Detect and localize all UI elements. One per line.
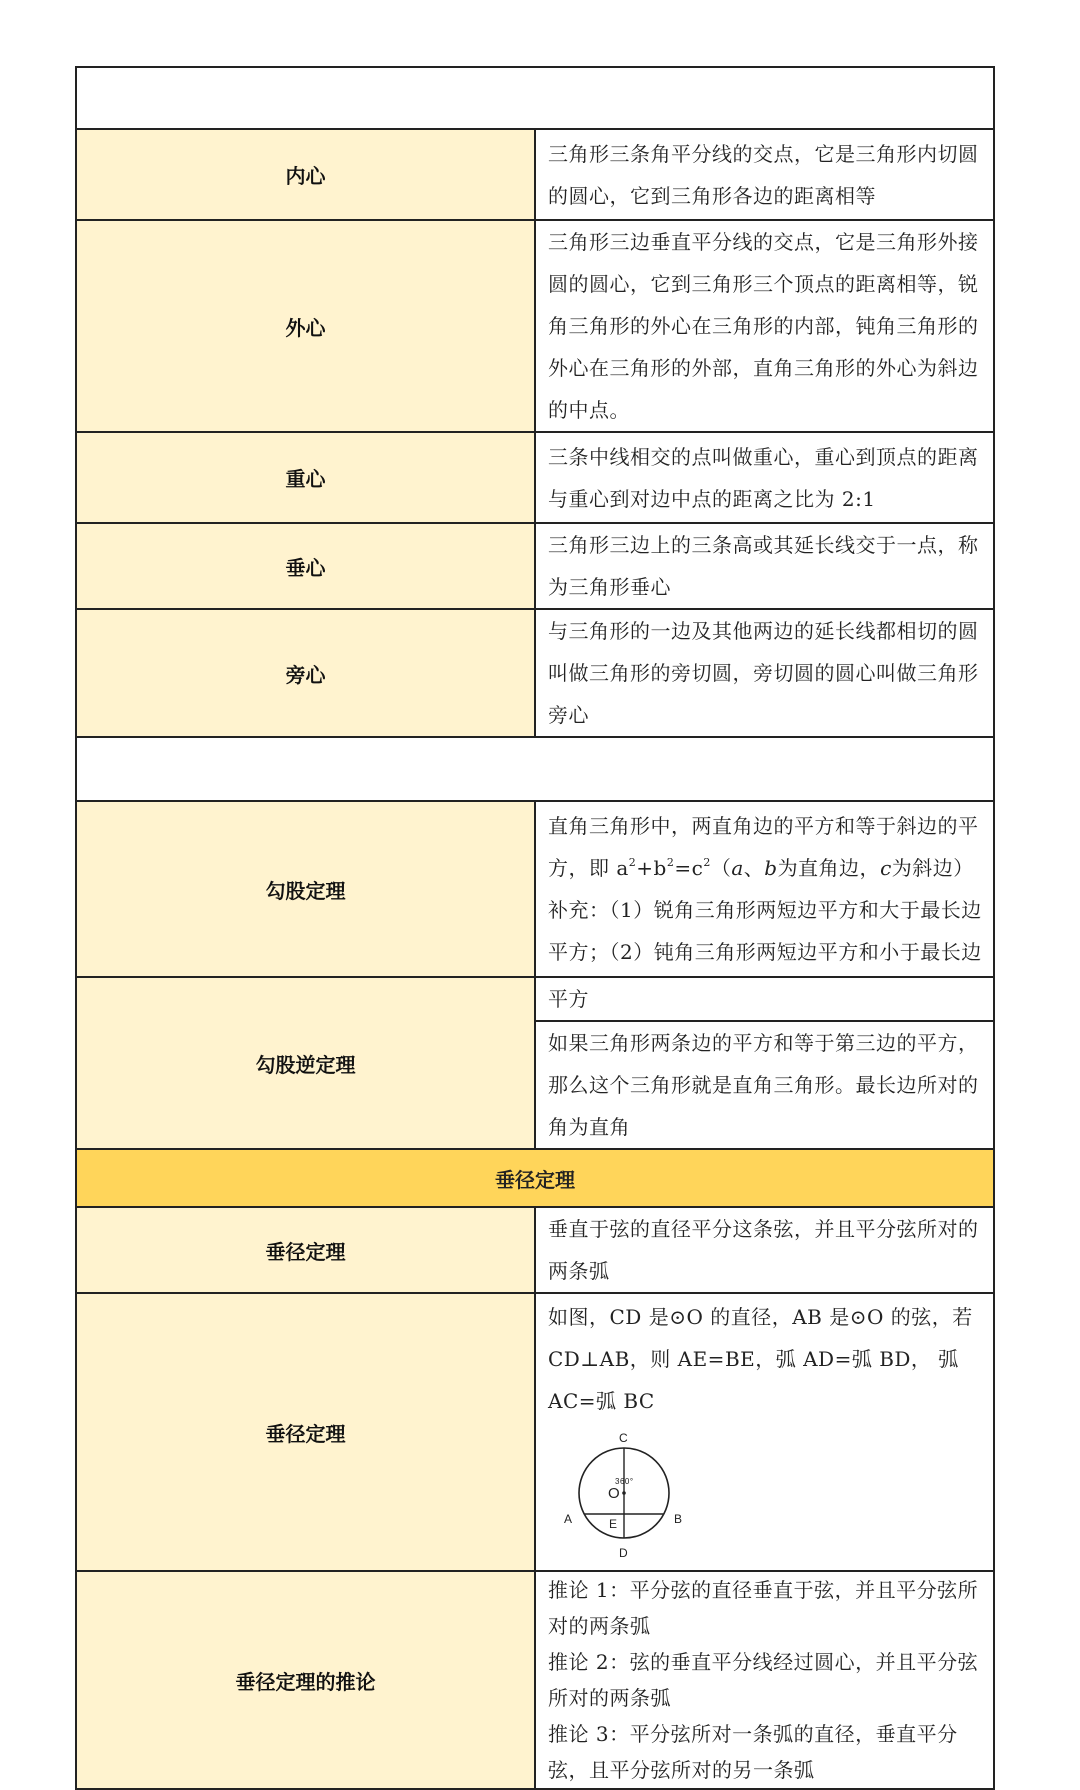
label-e: E: [609, 1517, 618, 1531]
center-point: [622, 1491, 626, 1495]
label-perp2: 垂径定理: [76, 1293, 535, 1571]
row-converse-top: [76, 977, 994, 1021]
text-excenter: 与三角形的一边及其他两边的延长线都相切的圆叫做三角形的旁切圆，旁切圆的圆心叫做三角形旁心: [535, 609, 994, 737]
row-pythagorean: [76, 801, 994, 977]
label-excenter: 旁心: [76, 609, 535, 737]
text-corollary: [535, 1571, 994, 1789]
row-incenter: [76, 129, 994, 220]
text-centroid: 三条中线相交的点叫做重心，重心到顶点的距离与重心到对边中点的距离之比为 2:1: [535, 432, 994, 523]
label-perp1: 垂径定理: [76, 1207, 535, 1293]
blank-row: [76, 737, 994, 801]
text-pythagorean: [535, 801, 994, 977]
label-pythagorean: 勾股定理: [76, 801, 535, 977]
text-converse: 如果三角形两条边的平方和等于第三边的平方，那么这个三角形就是直角三角形。最长边所对的角为直角: [535, 1021, 994, 1149]
label-circumcenter: 外心: [76, 220, 535, 432]
label-orthocenter: 垂心: [76, 523, 535, 609]
text-circumcenter: 三角形三边垂直平分线的交点，它是三角形外接圆的圆心，它到三角形三个顶点的距离相等，锐角三角形的外心在三角形的内部，钝角三角形的外心在三角形的外部，直角三角形的外心为斜边的中点。: [535, 220, 994, 432]
pythagorean-statement: 直角三角形中，两直角边的平方和等于斜边的平方，即 $a^2+b^2=c^2(a$、b为直角边，c为斜边）: [548, 814, 979, 880]
label-c: C: [619, 1431, 629, 1445]
label-o: O: [608, 1485, 621, 1502]
label-b: B: [674, 1512, 683, 1526]
text-perp2: [535, 1293, 994, 1571]
text-converse-top: 平方: [535, 977, 994, 1021]
section-banner: 垂径定理: [76, 1149, 994, 1207]
circle-diagram: [562, 1426, 702, 1564]
label-corollary: 垂径定理的推论: [76, 1571, 535, 1789]
label-centroid: 重心: [76, 432, 535, 523]
banner-row: [76, 1149, 994, 1207]
perp2-statement: 如图，CD 是⊙O 的直径，AB 是⊙O 的弦，若 CD⊥AB，则 AE=BE，弧 AD=弧 BD， 弧 AC=弧 BC: [548, 1305, 973, 1413]
knowledge-table: [75, 66, 995, 1790]
text-perp1: 垂直于弦的直径平分这条弦，并且平分弦所对的两条弧: [535, 1207, 994, 1293]
blank-row: [76, 67, 994, 129]
corollary-item: 推论 2：弦的垂直平分线经过圆心，并且平分弦所对的两条弧: [548, 1650, 979, 1710]
row-circumcenter: [76, 220, 994, 432]
text-orthocenter: 三角形三边上的三条高或其延长线交于一点，称为三角形垂心: [535, 523, 994, 609]
row-corollary: [76, 1571, 994, 1789]
row-excenter: [76, 609, 994, 737]
label-d: D: [619, 1546, 629, 1560]
label-a: A: [564, 1512, 573, 1526]
row-perp1: [76, 1207, 994, 1293]
label-converse: 勾股逆定理: [76, 977, 535, 1149]
row-centroid: [76, 432, 994, 523]
row-perp2: [76, 1293, 994, 1571]
label-angle: 360°: [615, 1477, 634, 1486]
label-incenter: 内心: [76, 129, 535, 220]
text-incenter: 三角形三条角平分线的交点，它是三角形内切圆的圆心，它到三角形各边的距离相等: [535, 129, 994, 220]
pythagorean-supplement: 补充：（1）锐角三角形两短边平方和大于最长边平方；（2）钝角三角形两短边平方和小于最长边: [548, 898, 982, 964]
corollary-item: 推论 3：平分弦所对一条弧的直径，垂直平分弦，且平分弦所对的另一条弧: [548, 1722, 958, 1782]
row-orthocenter: [76, 523, 994, 609]
corollary-item: 推论 1：平分弦的直径垂直于弦，并且平分弦所对的两条弧: [548, 1578, 979, 1638]
